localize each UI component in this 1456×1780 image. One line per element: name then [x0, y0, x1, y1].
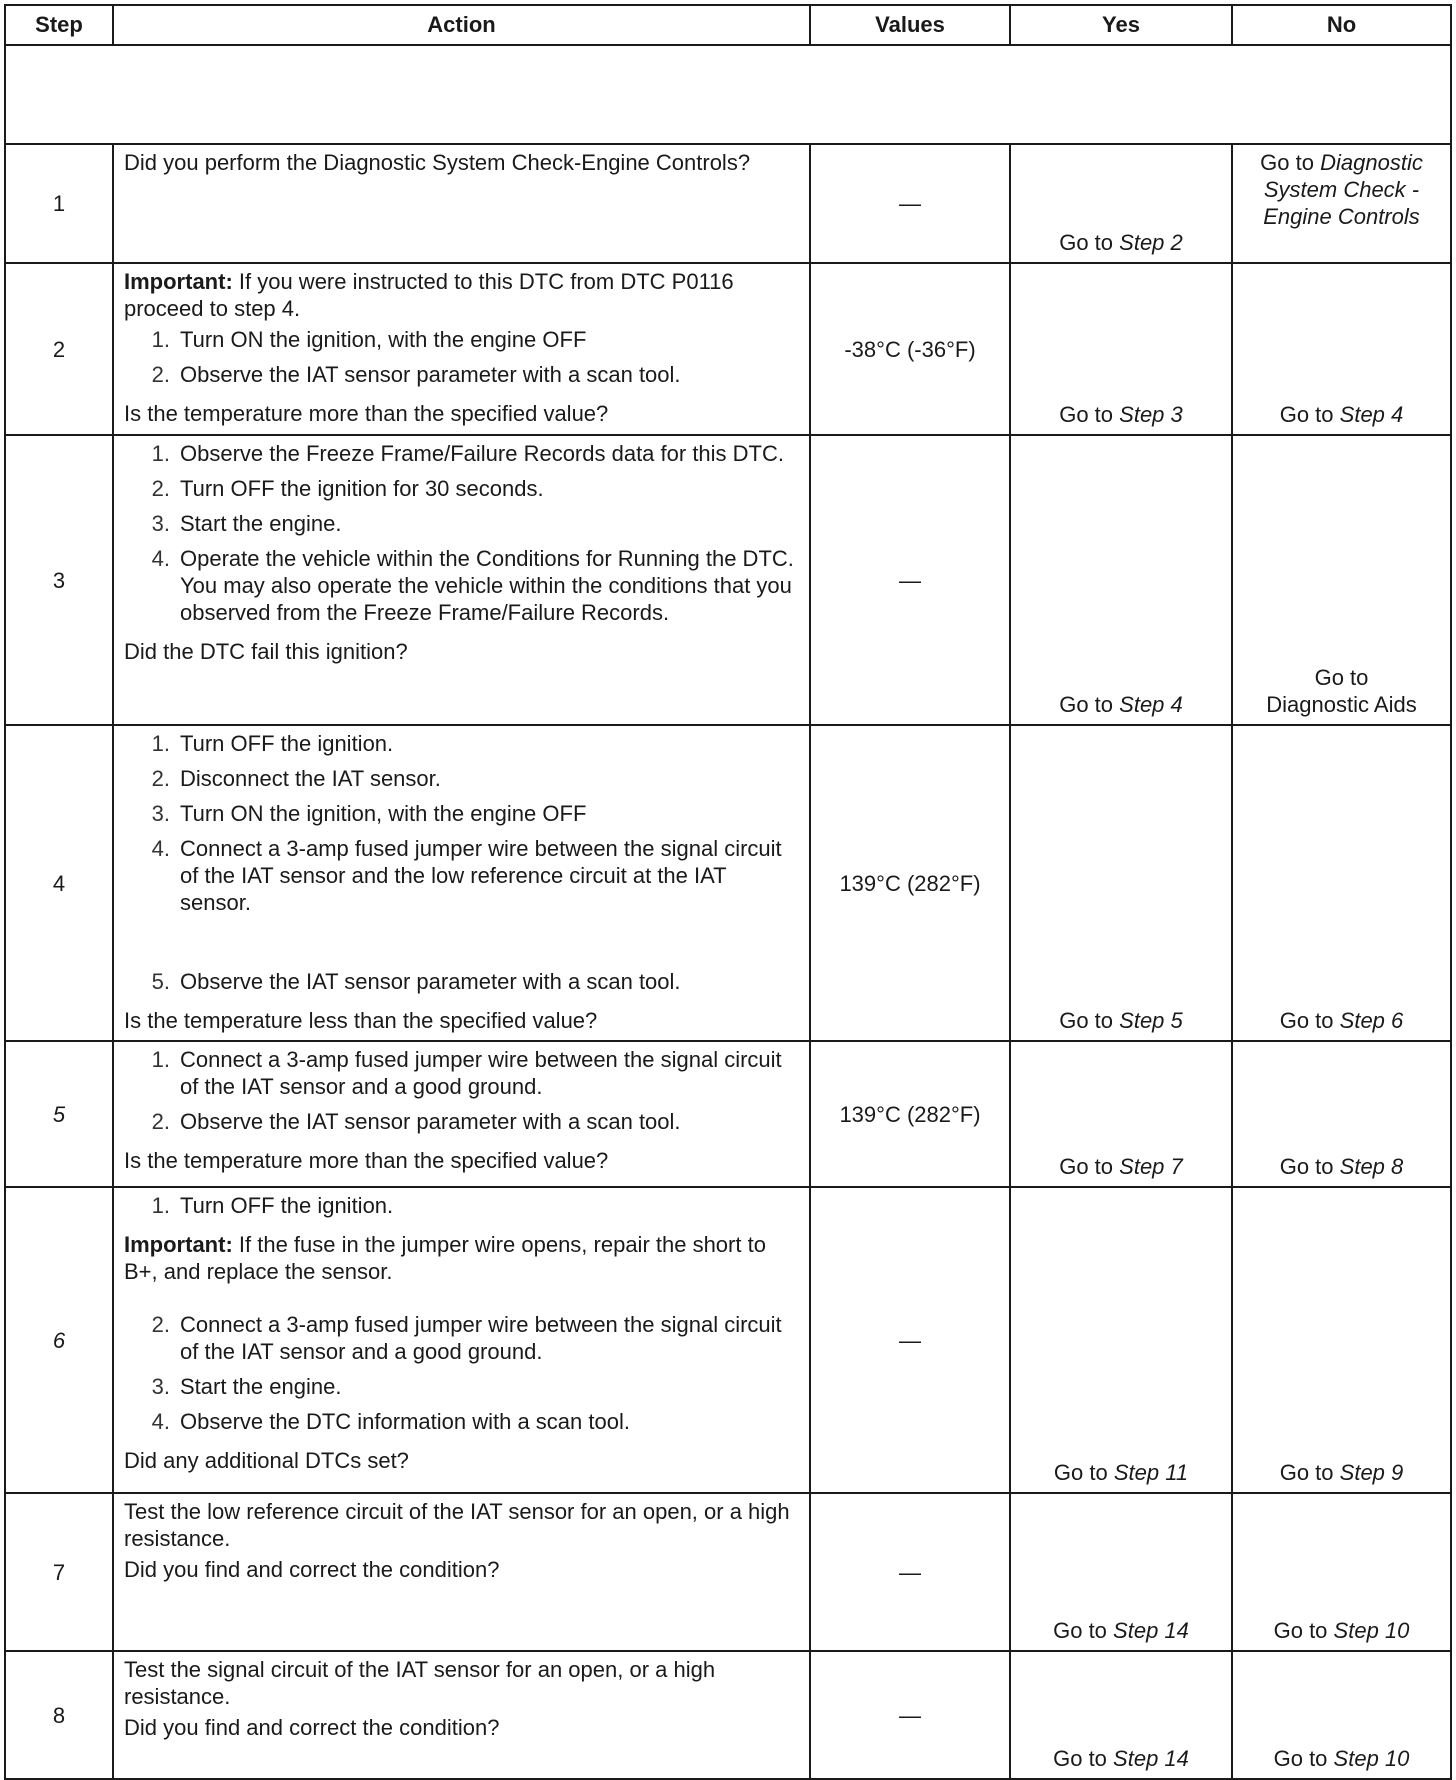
list-item: 1. Turn ON the ignition, with the engine OFF	[151, 327, 587, 352]
important-label: Important:	[124, 269, 233, 294]
no-cell: Go to Step 10	[1232, 1493, 1451, 1651]
diagnostic-table	[4, 4, 1452, 1780]
step-list	[124, 730, 799, 924]
table-row	[5, 725, 1451, 1041]
blank-row	[5, 45, 1451, 144]
step-list	[124, 326, 799, 396]
yes-step-link: Step 14	[1113, 1618, 1189, 1643]
no-step-link: Step 8	[1339, 1154, 1404, 1179]
yes-step-link: Step 4	[1119, 692, 1183, 717]
step-list	[124, 1311, 799, 1443]
no-step-link: Step 9	[1339, 1460, 1404, 1485]
list-item: 1. Turn OFF the ignition.	[151, 1193, 394, 1218]
value-cell: —	[810, 1187, 1010, 1493]
yes-step-link: Step 2	[1119, 230, 1183, 255]
no-step-link: Step 6	[1339, 1008, 1404, 1033]
question-text: Did you find and correct the condition?	[124, 1557, 500, 1582]
no-cell: Go to Step 9	[1232, 1187, 1451, 1493]
step-list	[124, 968, 799, 1003]
action-text: Test the low reference circuit of the IAT sensor for an open, or a high resistance.	[124, 1499, 790, 1551]
value-cell: —	[810, 1651, 1010, 1779]
action-text: Did you perform the Diagnostic System Check-Engine Controls?	[124, 150, 751, 175]
list-item: 2. Turn OFF the ignition for 30 seconds.	[151, 476, 544, 501]
no-cell	[1232, 144, 1451, 263]
step-number: 2	[5, 263, 113, 435]
step-number: 6	[5, 1187, 113, 1493]
step-list	[124, 440, 799, 634]
list-item: 3. Start the engine.	[151, 511, 342, 536]
header-no: No	[1232, 5, 1451, 45]
action-text: Test the signal circuit of the IAT sensor for an open, or a high resistance.	[124, 1657, 716, 1709]
diagnostic-table-page	[4, 4, 1450, 1780]
header-step: Step	[5, 5, 113, 45]
question-text: Is the temperature less than the specified value?	[124, 1008, 598, 1033]
list-item: 1. Connect a 3-amp fused jumper wire between the signal circuit of the IAT sensor and a good ground.	[151, 1047, 782, 1099]
question-text: Did the DTC fail this ignition?	[124, 639, 408, 664]
table-row	[5, 1651, 1451, 1779]
question-text: Is the temperature more than the specified value?	[124, 401, 609, 426]
step-list	[124, 1046, 799, 1143]
no-cell: Go to Step 6	[1232, 725, 1451, 1041]
list-item: 1. Turn OFF the ignition.	[151, 731, 394, 756]
table-row	[5, 435, 1451, 725]
table-row	[5, 1041, 1451, 1187]
yes-cell: Go to Step 11	[1010, 1187, 1232, 1493]
list-item: 3. Start the engine.	[151, 1374, 342, 1399]
value-cell: -38°C (-36°F)	[810, 263, 1010, 435]
list-item: 1. Observe the Freeze Frame/Failure Records data for this DTC.	[151, 441, 784, 466]
step-number: 5	[5, 1041, 113, 1187]
table-row	[5, 263, 1451, 435]
step-number: 4	[5, 725, 113, 1041]
value-cell: —	[810, 1493, 1010, 1651]
value-cell: 139°C (282°F)	[810, 1041, 1010, 1187]
no-target: Diagnostic Aids	[1266, 692, 1417, 717]
header-yes: Yes	[1010, 5, 1232, 45]
step-number: 1	[5, 144, 113, 263]
no-step-link: Step 10	[1333, 1618, 1410, 1643]
list-item: 4. Connect a 3-amp fused jumper wire between the signal circuit of the IAT sensor and the low reference circuit at the IAT sensor.	[151, 836, 782, 915]
header-row	[5, 5, 1451, 45]
no-step-link: Step 10	[1333, 1746, 1410, 1771]
header-values: Values	[810, 5, 1010, 45]
step-number: 3	[5, 435, 113, 725]
important-label: Important:	[124, 1232, 233, 1257]
step-number: 8	[5, 1651, 113, 1779]
yes-cell: Go to Step 7	[1010, 1041, 1232, 1187]
yes-step-link: Step 14	[1113, 1746, 1189, 1771]
action-cell	[113, 263, 810, 435]
action-cell	[113, 1651, 810, 1779]
question-text: Is the temperature more than the specified value?	[124, 1148, 609, 1173]
no-step-link: Step 4	[1339, 402, 1404, 427]
goto-label: Go to	[1260, 150, 1314, 175]
list-item: 4. Observe the DTC information with a scan tool.	[151, 1409, 630, 1434]
action-cell	[113, 1187, 810, 1493]
yes-cell: Go to Step 14	[1010, 1651, 1232, 1779]
question-text: Did you find and correct the condition?	[124, 1715, 500, 1740]
no-cell: Go to Step 8	[1232, 1041, 1451, 1187]
value-cell: —	[810, 435, 1010, 725]
step-number: 7	[5, 1493, 113, 1651]
question-text: Did any additional DTCs set?	[124, 1448, 409, 1473]
yes-cell: Go to Step 4	[1010, 435, 1232, 725]
list-item: 5. Observe the IAT sensor parameter with a scan tool.	[151, 969, 681, 994]
list-item: 2. Disconnect the IAT sensor.	[151, 766, 441, 791]
goto-label: Go to	[1059, 230, 1114, 255]
important-note	[124, 1231, 799, 1285]
no-target-link: Diagnostic System Check - Engine Controls	[1263, 150, 1423, 229]
list-item: 2. Connect a 3-amp fused jumper wire between the signal circuit of the IAT sensor and a good ground.	[151, 1312, 782, 1364]
list-item: 4. Operate the vehicle within the Conditions for Running the DTC. You may also operate the vehicle within the conditions that you observed from the Freeze Frame/Failure Records.	[151, 546, 794, 625]
action-cell	[113, 1493, 810, 1651]
action-cell	[113, 435, 810, 725]
table-row	[5, 1493, 1451, 1651]
yes-cell: Go to Step 5	[1010, 725, 1232, 1041]
no-cell: Go to Step 4	[1232, 263, 1451, 435]
list-item: 2. Observe the IAT sensor parameter with a scan tool.	[151, 362, 681, 387]
yes-step-link: Step 11	[1113, 1460, 1189, 1485]
table-row	[5, 1187, 1451, 1493]
yes-cell	[1010, 144, 1232, 263]
value-cell: 139°C (282°F)	[810, 725, 1010, 1041]
list-item: 2. Observe the IAT sensor parameter with a scan tool.	[151, 1109, 681, 1134]
yes-step-link: Step 5	[1119, 1008, 1183, 1033]
yes-step-link: Step 3	[1119, 402, 1183, 427]
list-item: 3. Turn ON the ignition, with the engine OFF	[151, 801, 587, 826]
important-text: If you were instructed to this DTC from DTC P0116 proceed to step 4.	[124, 269, 734, 321]
yes-cell: Go to Step 14	[1010, 1493, 1232, 1651]
header-action: Action	[113, 5, 810, 45]
blank-cell	[5, 45, 1451, 144]
value-cell: —	[810, 144, 1010, 263]
no-cell	[1232, 435, 1451, 725]
action-cell	[113, 144, 810, 263]
goto-label: Go to	[1314, 665, 1369, 690]
important-note	[124, 268, 799, 322]
yes-step-link: Step 7	[1119, 1154, 1183, 1179]
action-cell	[113, 725, 810, 1041]
table-row	[5, 144, 1451, 263]
action-cell	[113, 1041, 810, 1187]
no-cell: Go to Step 10	[1232, 1651, 1451, 1779]
yes-cell: Go to Step 3	[1010, 263, 1232, 435]
step-list	[124, 1192, 799, 1227]
important-text: If the fuse in the jumper wire opens, repair the short to B+, and replace the sensor.	[124, 1232, 766, 1284]
